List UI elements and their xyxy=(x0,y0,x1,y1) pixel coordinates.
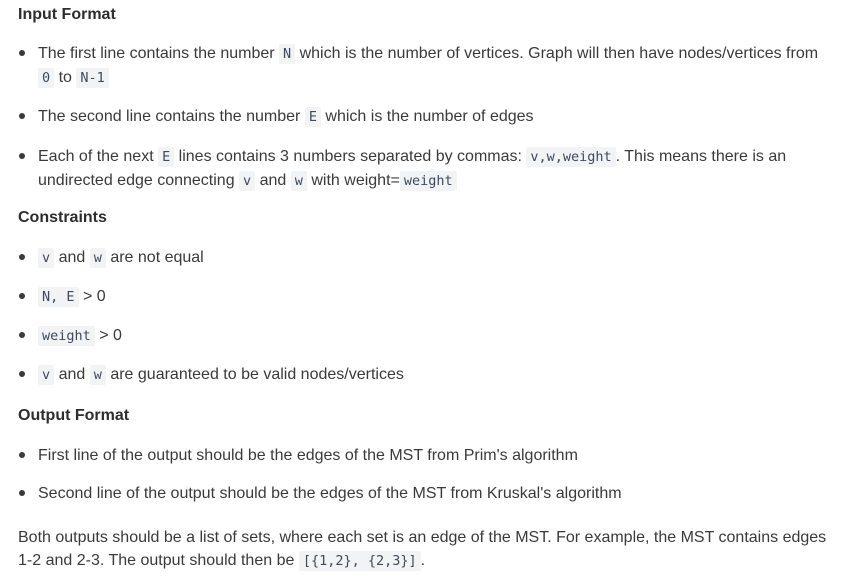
list-item: First line of the output should be the edges of the MST from Prim's algorithm xyxy=(0,444,848,467)
constraints-heading: Constraints xyxy=(18,209,107,226)
output-example-paragraph: Both outputs should be a list of sets, where each set is an edge of the MST. For example, the MST contains edges 1-2 and 2-3. The output should then be [{1,2}, {2,3}] . xyxy=(18,529,827,569)
list-item: The second line contains the number E which is the number of edges xyxy=(0,105,848,129)
output-format-heading: Output Format xyxy=(18,407,130,424)
bullet-icon xyxy=(19,50,25,56)
output-format-list xyxy=(0,444,848,505)
list-item: Each of the next E lines contains 3 numbers separated by commas: v,w,weight . This means there is an undirected edge connecting v and w with weight= weight xyxy=(0,145,848,193)
bullet-icon xyxy=(19,371,25,377)
list-item: weight > 0 xyxy=(0,324,848,348)
bullet-icon xyxy=(19,332,25,338)
constraints-list xyxy=(0,246,848,387)
list-item: v and w are not equal xyxy=(0,246,848,270)
list-item: N, E > 0 xyxy=(0,285,848,309)
bullet-icon xyxy=(19,113,25,119)
bullet-icon xyxy=(19,293,25,299)
list-item: Second line of the output should be the edges of the MST from Kruskal's algorithm xyxy=(0,482,848,505)
list-item: The first line contains the number N which is the number of vertices. Graph will then have nodes/vertices from 0 to N-1 xyxy=(0,42,848,90)
input-format-list xyxy=(0,42,848,193)
bullet-icon xyxy=(19,153,25,159)
bullet-icon xyxy=(19,452,25,458)
input-format-heading: Input Format xyxy=(18,6,116,23)
bullet-icon xyxy=(19,254,25,260)
list-item: v and w are guaranteed to be valid nodes/vertices xyxy=(0,363,848,387)
bullet-icon xyxy=(19,490,25,496)
